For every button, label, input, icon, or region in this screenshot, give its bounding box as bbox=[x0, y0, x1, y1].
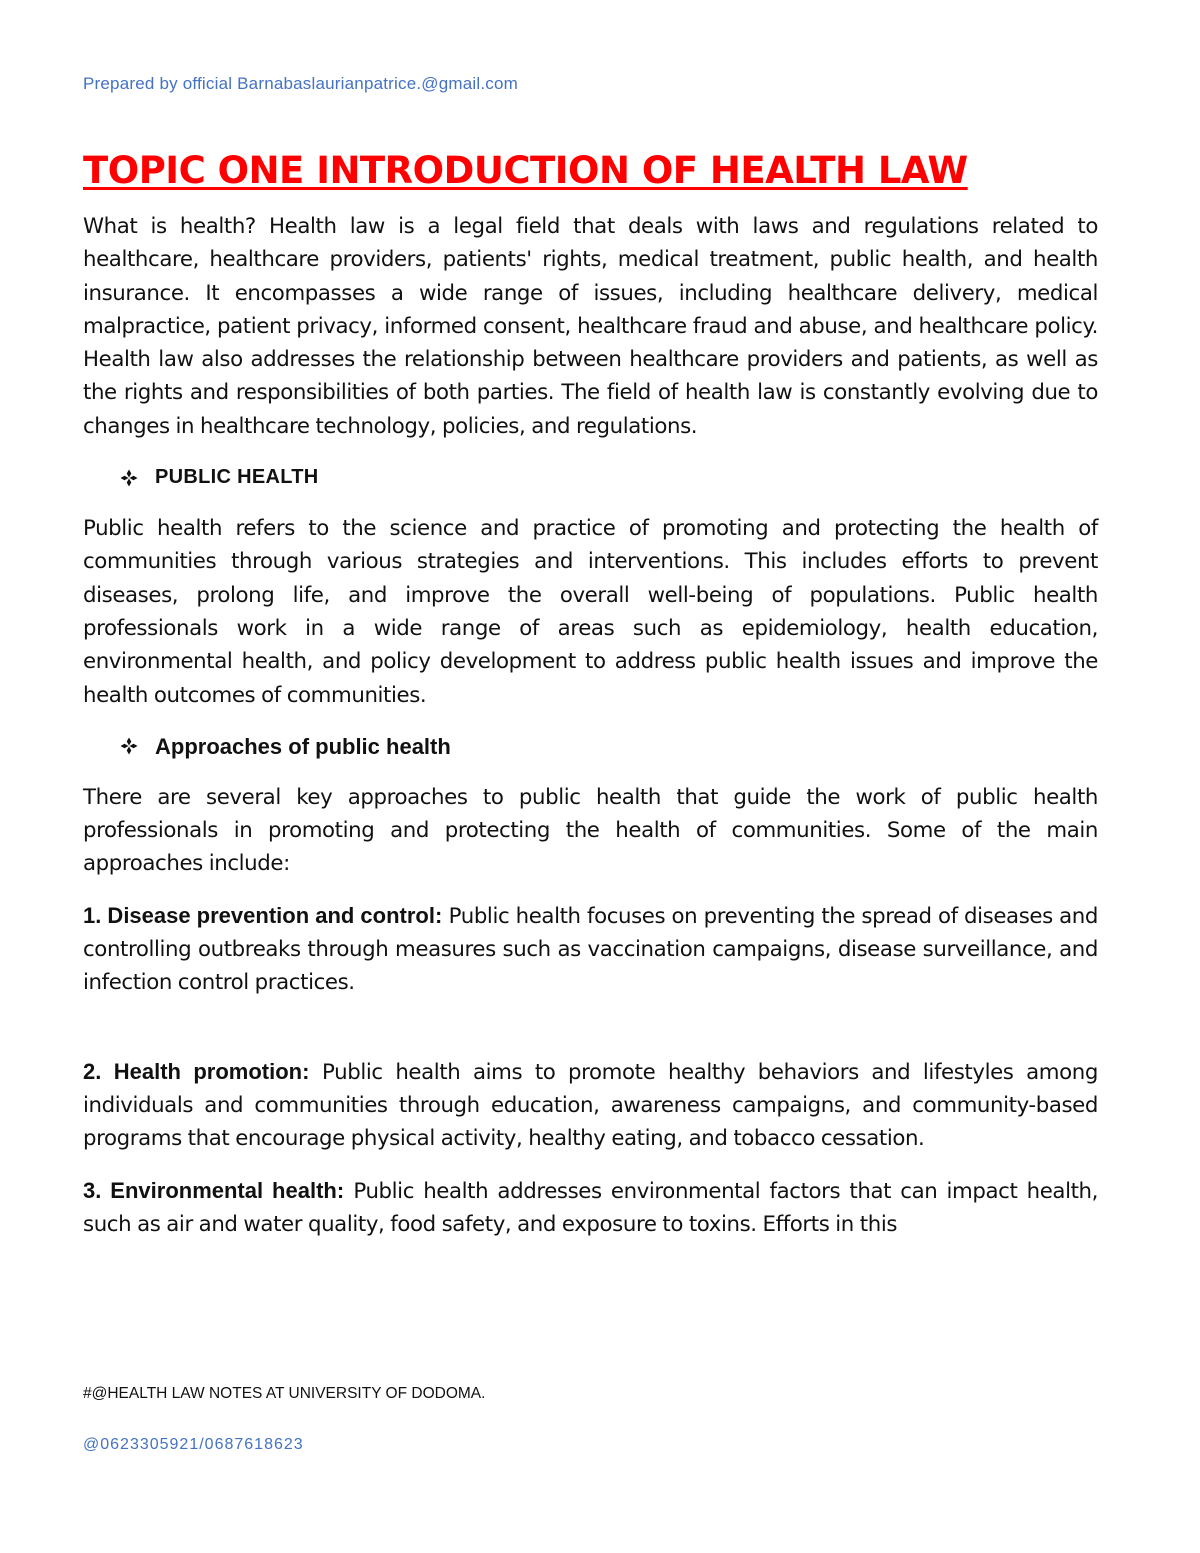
list-item-text: Public health addresses environmental factors that can impact health, such as air and water quality, food safety, and exposure to toxins. Efforts in this bbox=[83, 1178, 1098, 1237]
section-heading-public-health bbox=[83, 461, 1098, 494]
prepared-by-note: Prepared by official Barnabaslaurianpatrice.@gmail.com bbox=[83, 74, 519, 93]
public-health-paragraph: Public health refers to the science and practice of promoting and protecting the health of communities through various strategies and interventions. This includes efforts to prevent diseases, prolong life, and improve the overall well-being of populations. Public health professionals work in a wide range of areas such as epidemiology, health education, environmental health, and policy development to address public health issues and improve the health outcomes of communities. bbox=[83, 516, 1098, 708]
page-title: TOPIC ONE INTRODUCTION OF HEALTH LAW bbox=[83, 149, 968, 192]
list-item-label: 3. Environmental health: bbox=[83, 1177, 345, 1203]
intro-paragraph: What is health? Health law is a legal field that deals with laws and regulations related to healthcare, healthcare providers, patients' rights, medical treatment, public health, and health insurance. It encompasses a wide range of issues, including healthcare delivery, medical malpractice, patient privacy, informed consent, healthcare fraud and abuse, and healthcare policy. Health law also addresses the relationship between healthcare providers and patients, as well as the rights and responsibilities of both parties. The field of health law is constantly evolving due to changes in healthcare technology, policies, and regulations. bbox=[83, 214, 1098, 439]
footer-phone-numbers: @0623305921/0687618623 bbox=[83, 1436, 304, 1453]
list-item-text: Public health aims to promote healthy behaviors and lifestyles among individuals and communities through education, awareness campaigns, and community-based programs that encourage physical activity, healthy eating, and tobacco cessation. bbox=[83, 1059, 1098, 1152]
list-item bbox=[83, 1174, 1098, 1242]
list-item bbox=[83, 899, 1098, 1000]
list-item bbox=[83, 1055, 1098, 1156]
list-item-label: 1. Disease prevention and control: bbox=[83, 902, 443, 928]
four-diamond-bullet-icon bbox=[120, 469, 138, 487]
section-heading-label: PUBLIC HEALTH bbox=[155, 466, 319, 489]
four-diamond-bullet-icon bbox=[120, 737, 138, 755]
paragraph-gap bbox=[83, 1000, 1098, 1055]
footer-notes: #@HEALTH LAW NOTES AT UNIVERSITY OF DODOMA. bbox=[83, 1385, 486, 1402]
list-item-label: 2. Health promotion: bbox=[83, 1058, 310, 1084]
document-body bbox=[83, 146, 1098, 1241]
section-heading-label: Approaches of public health bbox=[155, 733, 451, 759]
list-item-text: Public health focuses on preventing the spread of diseases and controlling outbreaks through measures such as vaccination campaigns, disease surveillance, and infection control practices. bbox=[83, 903, 1098, 996]
section-heading-approaches bbox=[83, 730, 1098, 763]
approaches-paragraph: There are several key approaches to public health that guide the work of public health professionals in promoting and protecting the health of communities. Some of the main approaches include: bbox=[83, 784, 1098, 877]
